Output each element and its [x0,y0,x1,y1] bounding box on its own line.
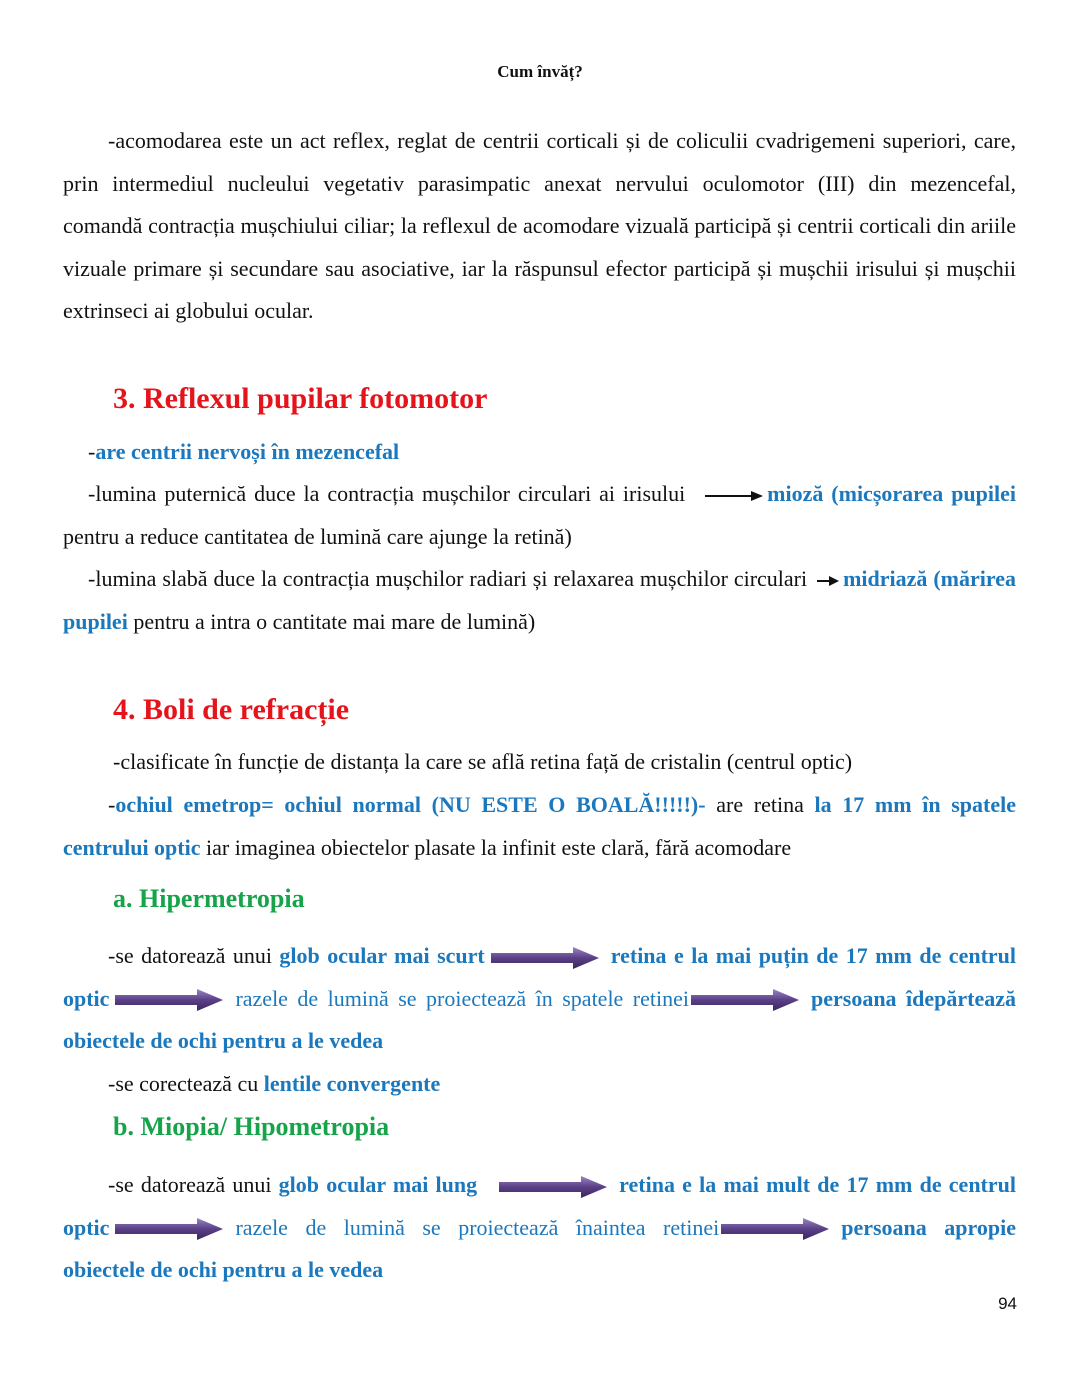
mydriasis-text: midriază (mărirea pupilei [63,566,1016,634]
heading-pupillary-reflex: 3. Reflexul pupilar fotomotor [113,382,488,415]
s4-line1: -clasificate în funcție de distanța la care se află retina față de cristalin (centrul optic) [113,749,853,774]
page-number: 94 [998,1294,1017,1313]
long-globe-text: glob ocular mai lung [278,1172,478,1197]
myopia-line1 [63,1164,1016,1292]
hyperopia-line2 [63,1063,1016,1106]
s3-line3 [63,558,1016,643]
emmetropic-text: ochiul emetrop= ochiul normal (NU ESTE O BOALĂ!!!!!)- [115,792,706,817]
clear-image-text: iar imaginea obiectelor plasate la infinit este clară, fără acomodare [200,834,792,860]
paragraph-accommodation: -acomodarea este un act reflex, reglat de centrii corticali și de coliculii cvadrigemeni superiori, care, prin intermediul nucleului vegetativ parasimpatic anexat nervului oculomotor (III) din mezencefal, comandă contracția mușchiului ciliar; la reflexul de acomodare vizuală participă și centrii corticali din ariile vizuale primare și secundare sau asociative, iar la răspunsul efector participă și mușchii irisului și mușchii extrinseci ai globului ocular. [63,128,1016,323]
correction-label: -se corectează cu [108,1071,264,1096]
running-header: Cum învăț? [497,62,583,81]
arrow-right-icon [721,1218,829,1240]
mydriasis-explanation: pentru a intra o cantitate mai mare de lumină) [127,608,536,634]
s3-line2 [63,473,1016,558]
arrow-right-icon [817,575,839,587]
retina-distance-text: retina e la mai puțin de 17 mm de centrul optic [63,943,1017,1011]
cause-label: -se datorează unui [108,943,280,968]
rays-text: razele de lumină se proiectează înaintea retinei [235,1214,720,1240]
arrow-right-icon [499,1176,607,1198]
effect-text: persoana îdepărtează obiectele de ochi pentru a le vedea [63,985,1017,1053]
retina-text: are retina [705,792,815,817]
retina-distance-text: retina e la mai mult de 17 mm de centrul optic [63,1172,1016,1240]
hyperopia-line1 [63,935,1016,1063]
s3-line1 [63,431,1016,474]
rays-text: razele de lumină se proiectează în spatele retinei [235,985,689,1011]
dash: - [88,439,96,464]
heading-myopia: b. Miopia/ Hipometropia [113,1112,390,1141]
cause-label: -se datorează unui [108,1172,279,1197]
weak-light-text: -lumina slabă duce la contracția mușchilor radiari și relaxarea mușchilor circulari [88,566,808,591]
heading-hyperopia: a. Hipermetropia [113,884,305,913]
centers-text: are centrii nervoși în mezencefal [95,439,400,464]
s4-line2 [63,784,1016,869]
strong-light-text: -lumina puternică duce la contracția mușchilor circulari ai irisului [88,481,686,506]
effect-text: persoana apropie obiectele de ochi pentru a le vedea [63,1214,1016,1282]
short-globe-text: glob ocular mai scurt [279,943,485,968]
convergent-lenses-text: lentile convergente [263,1071,441,1096]
arrow-right-icon [115,989,223,1011]
arrow-right-icon [115,1218,223,1240]
arrow-right-icon [705,490,763,502]
miosis-explanation: pentru a reduce cantitatea de lumină care ajunge la retină) [63,523,572,549]
distance-text: la 17 mm în spatele centrului optic [63,792,1016,860]
dash: - [108,792,116,817]
arrow-right-icon [491,947,599,969]
heading-refraction-diseases: 4. Boli de refracție [113,693,350,726]
arrow-right-icon [691,989,799,1011]
miosis-text: mioză (micșorarea pupilei [767,481,1017,506]
